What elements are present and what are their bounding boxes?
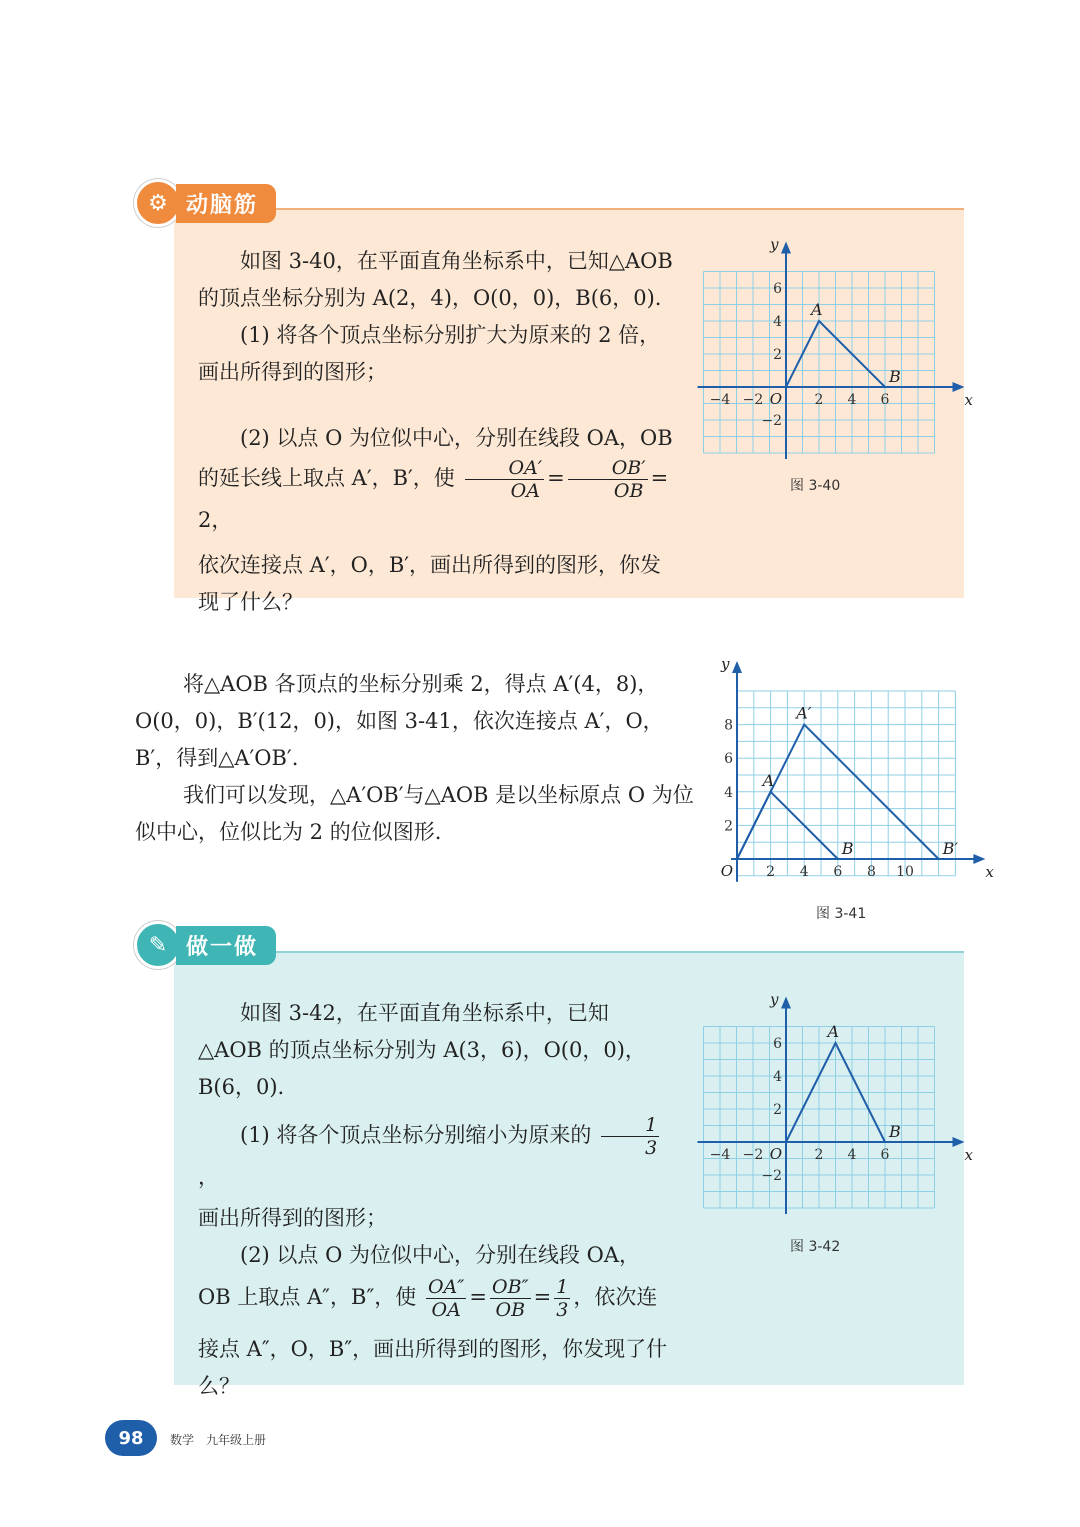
y-tick-label: 8	[724, 717, 733, 734]
fraction-ob-prime-ob: $\frac{OB'}{OB}$	[568, 457, 648, 502]
point-label: A′	[796, 703, 812, 723]
point-label: B	[841, 839, 854, 858]
graph1-labels	[710, 236, 974, 430]
point-label: B′	[942, 839, 958, 858]
y-axis-label: y	[721, 655, 730, 673]
origin-label: O	[769, 390, 782, 408]
y-tick-label: 4	[724, 784, 733, 801]
point-label: B	[889, 1122, 901, 1141]
caption-3-41: 图 3-41	[816, 906, 867, 922]
x-axis-label: x	[964, 1146, 973, 1164]
x-tick-label: 6	[880, 1147, 890, 1163]
x-tick-label: 6	[880, 392, 890, 408]
section1-para3: (2) 以点 O 为位似中心，分别在线段 OA，OB 的延长线上取点 A′，B′，使 $\frac{OA'}{OA}$ = $\frac{OB'}{OB}$ = 2，	[198, 426, 673, 532]
point-label: A	[811, 300, 823, 319]
section3-para4: (2) 以点 O 为位似中心，分别在线段 OA，	[240, 1243, 641, 1267]
y-tick-label: 6	[724, 751, 733, 768]
section3-para6: 接点 A″，O，B″，画出所得到的图形，你发现了什么？	[198, 1337, 668, 1398]
section1-badge-label: 动脑筋	[176, 184, 276, 223]
x-tick-label: −4	[709, 1147, 731, 1163]
y-axis-label: y	[770, 235, 779, 254]
fraction-one-third: $\frac{1}{3}$	[601, 1114, 659, 1159]
y-tick-label: 6	[773, 1036, 782, 1052]
y-axis-arrow	[781, 997, 791, 1009]
caption-3-40: 图 3-40	[790, 478, 841, 494]
y-tick-label: 2	[724, 818, 733, 835]
y-tick-label: −2	[761, 1168, 782, 1184]
x-tick-label: 2	[814, 392, 824, 408]
fraction-oa-prime-oa: $\frac{OA'}{OA}$	[465, 457, 545, 502]
section1-para2: (1) 将各个顶点坐标分别扩大为原来的 2 倍，画出所得到的图形；	[198, 323, 661, 384]
y-tick-label: 2	[773, 347, 782, 363]
point-label: A	[762, 770, 775, 790]
graph3-grid	[704, 1027, 935, 1209]
section1-text	[198, 243, 678, 391]
fraction-one-third-2: $\frac{1}{3}$	[556, 1276, 569, 1321]
section3-para5: OB 上取点 A″，B″，使 $\frac{OA''}{OA}$ = $\frac{OB''}{OB}$ = $\frac{1}{3}$ ，依次连	[198, 1276, 658, 1321]
caption-3-42: 图 3-42	[790, 1239, 841, 1255]
gear-icon: ⚙	[134, 179, 182, 227]
y-tick-label: 6	[773, 281, 782, 297]
graph1-axes	[698, 242, 965, 460]
x-tick-label: 4	[799, 864, 809, 880]
section3-para1: 如图 3-42，在平面直角坐标系中，已知△AOB 的顶点坐标分别为 A(3，6)，O(0，0)，B(6，0).	[198, 1001, 646, 1099]
y-axis-arrow	[732, 661, 742, 673]
y-tick-label: 2	[773, 1102, 782, 1118]
fraction-ob-dprime-ob: $\frac{OB''}{OB}$	[492, 1276, 529, 1321]
figure-3-40	[690, 235, 973, 470]
x-tick-label: −4	[709, 392, 731, 408]
page-number: 98	[105, 1420, 157, 1456]
section1-para3-block	[198, 420, 678, 621]
graph1-grid	[704, 272, 935, 454]
figure-3-41	[715, 655, 994, 885]
x-axis-label: x	[964, 391, 973, 409]
section3-para3: 画出所得到的图形；	[198, 1206, 387, 1230]
graph2-labels	[720, 655, 994, 881]
x-tick-label: −2	[742, 1147, 764, 1163]
section3-text	[198, 995, 668, 1405]
graph3-labels	[710, 991, 974, 1185]
origin-label: O	[720, 862, 733, 880]
x-tick-label: 2	[766, 864, 776, 880]
x-tick-label: 2	[814, 1147, 824, 1163]
y-tick-label: 4	[773, 1069, 782, 1085]
section2-para2: 我们可以发现，△A′OB′与△AOB 是以坐标原点 O 为位似中心，位似比为 2 的位似图形.	[135, 783, 694, 844]
figure-3-42	[690, 990, 973, 1225]
section1-para4: 依次连接点 A′，O，B′，画出所得到的图形，你发现了什么？	[198, 553, 662, 614]
point-label: A	[827, 1022, 840, 1041]
y-axis-label: y	[770, 990, 779, 1009]
fraction-oa-dprime-oa: $\frac{OA''}{OA}$	[427, 1276, 465, 1321]
section2-text	[135, 666, 695, 851]
puzzle-icon: ✎	[134, 921, 182, 969]
origin-label: O	[769, 1145, 782, 1163]
section2-para1: 将△AOB 各顶点的坐标分别乘 2，得点 A′(4，8)，O(0，0)，B′(12，0)，如图 3-41，依次连接点 A′，O，B′，得到△A′OB′.	[135, 672, 664, 770]
section1-badge	[134, 184, 276, 222]
x-tick-label: 4	[847, 1147, 857, 1163]
x-axis-arrow	[973, 854, 985, 864]
y-tick-label: −2	[761, 413, 782, 429]
section3-badge	[134, 926, 276, 964]
section1-para3-start: (2) 以点 O 为位似中心，分别在线段 OA，OB 的延长线上取点 A′，B′，使	[198, 426, 673, 490]
x-tick-label: 6	[833, 864, 843, 880]
book-title: 数学 九年级上册	[170, 1433, 267, 1447]
y-axis-arrow	[781, 242, 791, 254]
y-tick-label: 4	[773, 314, 782, 330]
x-tick-label: 8	[866, 864, 876, 880]
x-tick-label: 4	[847, 392, 857, 408]
x-tick-label: 10	[896, 864, 914, 880]
point-label: B	[889, 367, 901, 386]
section3-badge-label: 做一做	[176, 926, 276, 965]
x-axis-label: x	[985, 863, 994, 881]
section1-para1: 如图 3-40，在平面直角坐标系中，已知△AOB 的顶点坐标分别为 A(2，4)，O(0，0)，B(6，0).	[198, 249, 673, 310]
x-tick-label: −2	[742, 392, 764, 408]
section3-para2: (1) 将各个顶点坐标分别缩小为原来的 $\frac{1}{3}$ ，	[198, 1114, 658, 1189]
